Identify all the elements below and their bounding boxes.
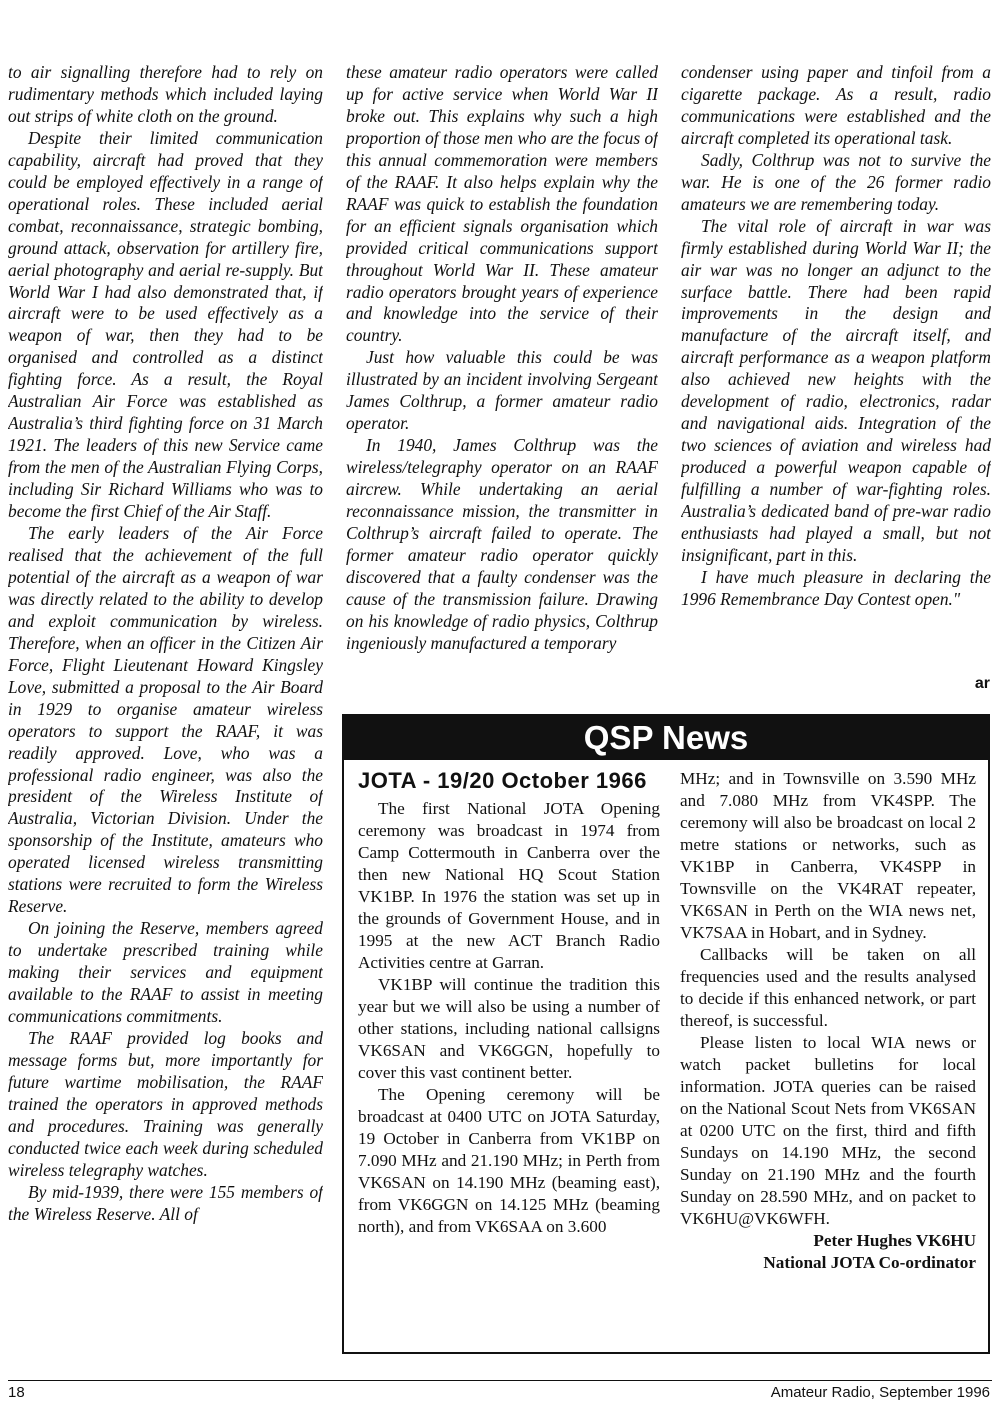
article-paragraph: By mid-1939, there were 155 members of the Wireless Reserve. All of	[8, 1181, 323, 1224]
jota-headline: JOTA - 19/20 October 1966	[358, 768, 647, 793]
publication-footer: Amateur Radio, September 1996	[770, 1384, 990, 1401]
article-paragraph: The early leaders of the Air Force realised that the achievement of the full potential of the aircraft as a weapon of war was directly related to the ability to develop and exploit communication by wireless. Therefore, when an officer in the Citizen Air Force, Flight Lieutenant Howard Kingsley Love, submitted a proposal to the Air Board in 1929 to organise amateur wireless operators to support the RAAF, it was readily approved. Love, who was a professional radio engineer, was also the president of the Wireless Institute of Australia, Victorian Division. Under the sponsorship of the Institute, amateurs who operated licensed wireless transmitting stations were recruited to form the Wireless Reserve.	[8, 523, 323, 917]
qsp-paragraph: VK1BP will continue the tradition this year but we will also be using a number of other stations, including national callsigns VK6SAN and VK6GGN, hopefully to cover this vast continent better.	[358, 975, 660, 1082]
article-paragraph: these amateur radio operators were called up for active service when World War II broke out. This explains why such a high proportion of those men who are the focus of this annual commemoration were members of the RAAF. It also helps explain why the RAAF was quick to establish the foundation for an efficient signals organisation which provided critical communications support throughout World War II. These amateur radio operators brought years of experience and knowledge into the service of their country.	[346, 62, 658, 346]
article-paragraph: Just how valuable this could be was illustrated by an incident involving Sergeant James Colthrup, a former amateur radio operator.	[346, 347, 658, 434]
article-paragraph: In 1940, James Colthrup was the wireless/telegraphy operator on an RAAF aircrew. While undertaking an aerial reconnaissance mission, the transmitter in Colthrup’s aircraft failed to operate. The former amateur radio operator quickly discovered that a faulty condenser was the cause of the transmission failure. Drawing on his knowledge of radio physics, Colthrup ingeniously manufactured a temporary	[346, 435, 658, 653]
article-column-1	[8, 62, 323, 1362]
article-paragraph: to air signalling therefore had to rely on rudimentary methods which included laying out strips of white cloth on the ground.	[8, 62, 323, 126]
qsp-paragraph: The Opening ceremony will be broadcast at 0400 UTC on JOTA Saturday, 19 October in Canberra from VK1BP on 7.090 MHz and 21.190 MHz; in Perth from VK6SAN on 14.190 MHz (beaming east), from VK6GGN on 14.125 MHz (beaming north), and from VK6SAA on 3.600	[358, 1085, 660, 1236]
qsp-paragraph: The first National JOTA Opening ceremony was broadcast in 1974 from Camp Cottermouth in Canberra over the then new National HQ Scout Station VK1BP. In 1976 the station was set up in the grounds of Government House, and in 1995 at the new ACT Branch Radio Activities centre at Garran.	[358, 799, 660, 972]
page-number: 18	[8, 1384, 25, 1401]
article-paragraph: On joining the Reserve, members agreed to undertake prescribed training while making their services and equipment available to the RAAF to assist in meeting communications commitments.	[8, 918, 323, 1026]
author-name: Peter Hughes VK6HU	[813, 1231, 976, 1250]
article-paragraph: I have much pleasure in declaring the 1996 Remembrance Day Contest open."	[681, 566, 991, 609]
article-column-2	[346, 62, 658, 698]
article-column-3	[681, 62, 991, 674]
qsp-paragraph: Callbacks will be taken on all frequencies used and the results analysed to decide if this enhanced network, or part thereof, is successful.	[680, 945, 976, 1030]
article-end-mark: ar	[974, 675, 990, 692]
article-paragraph: Sadly, Colthrup was not to survive the war. He is one of the 26 former radio amateurs we are remembering today.	[681, 149, 991, 214]
article-paragraph: The vital role of aircraft in war was firmly established during World War II; the air war was no longer an adjunct to the surface battle. There had been rapid improvements in the design and manufacture of the aircraft itself, and aircraft performance as a weapon platform also achieved new heights with the development of radio, electronics, radar and navigational aids. Integration of the two sciences of aviation and wireless had produced a powerful weapon capable of fulfilling a number of war-fighting roles. Australia’s dedicated band of pre-war radio enthusiasts had played a small, but not insignificant, part in this.	[681, 215, 991, 565]
qsp-news-box	[342, 714, 990, 1354]
article-paragraph: Despite their limited communication capability, aircraft had proved that they could be employed effectively in a range of operational roles. These included aerial combat, reconnaissance, strategic bombing, ground attack, observation for artillery fire, aerial photography and aerial re-supply. But World War I had also demonstrated that, if aircraft were to be used effectively as a weapon of war, then they had to be organised and controlled as a distinct fighting force. As a result, the Royal Australian Air Force was established as Australia’s third fighting force on 31 March 1921. The leaders of this new Service came from the men of the Australian Flying Corps, including Sir Richard Williams who was to become the first Chief of the Air Staff.	[8, 127, 323, 522]
qsp-column-1	[358, 768, 660, 1348]
article-paragraph: The RAAF provided log books and message forms but, more importantly for future wartime mobilisation, the RAAF trained the operators in approved methods and procedures. Training was generally conducted twice each week during scheduled wireless telegraphy watches.	[8, 1027, 323, 1180]
qsp-column-2	[680, 768, 976, 1348]
qsp-paragraph: Please listen to local WIA news or watch packet bulletins for local information. JOTA queries can be raised on the National Scout Nets from VK6SAN at 0200 UTC on the first, third and fifth Sundays on 14.190 MHz, the second Sunday on 21.190 MHz and the fourth Sunday on 28.590 MHz, and on packet to VK6HU@VK6WFH.	[680, 1033, 976, 1228]
footer-divider	[8, 1380, 992, 1381]
article-paragraph: condenser using paper and tinfoil from a cigarette package. As a result, radio communications were established and the aircraft completed its operational task.	[681, 62, 991, 148]
qsp-paragraph: MHz; and in Townsville on 3.590 MHz and 7.080 MHz from VK4SPP. The ceremony will also be broadcast on local 2 metre stations or networks, such as VK1BP in Canberra, VK4SPP in Townsville on the VK4RAT repeater, VK6SAN in Perth on the WIA news net, VK7SAA in Hobart, and in Sydney.	[680, 769, 976, 942]
author-role: National JOTA Co-ordinator	[763, 1253, 976, 1272]
qsp-news-header: QSP News	[344, 716, 988, 760]
